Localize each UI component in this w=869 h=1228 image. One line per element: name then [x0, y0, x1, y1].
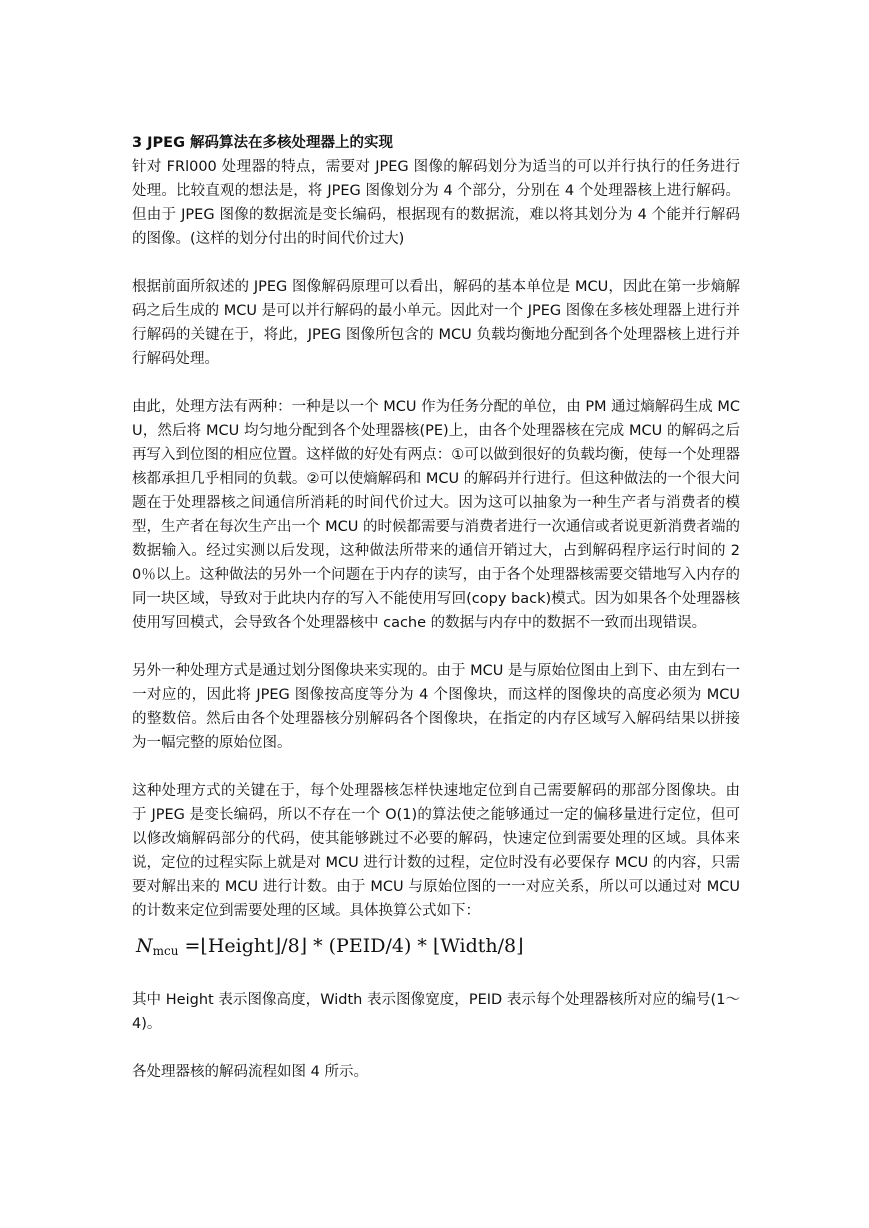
paragraph-6: 其中 Height 表示图像高度，Width 表示图像宽度，PEID 表示每个处理器核所对应的编号(1～4)。	[132, 992, 740, 1032]
paragraph-2: 根据前面所叙述的 JPEG 图像解码原理可以看出，解码的基本单位是 MCU，因此在第一步熵解码之后生成的 MCU 是可以并行解码的最小单元。因此对一个 JPEG 图像在多核处理器上进行并行解码的关键在于，将此，JPEG 图像所包含的 MCU 负载均衡地分配到各个处理器核上进行并行解码处理。	[132, 279, 740, 367]
formula-subscript: mcu	[152, 944, 179, 958]
section-heading: 3 JPEG 解码算法在多核处理器上的实现	[132, 135, 394, 151]
mcu-count-formula	[136, 931, 740, 966]
paragraph-1: 针对 FRl000 处理器的特点，需要对 JPEG 图像的解码划分为适当的可以并行执行的任务进行处理。比较直观的想法是，将 JPEG 图像划分为 4 个部分，分别在 4 个处理器核上进行解码。但由于 JPEG 图像的数据流是变长编码，根据现有的数据流，难以将其划分为 4 个能并行解码的图像。(这样的划分付出的时间代价过大)	[132, 159, 740, 247]
paragraph-5: 这种处理方式的关键在于，每个处理器核怎样快速地定位到自己需要解码的那部分图像块。由于 JPEG 是变长编码，所以不存在一个 O(1)的算法使之能够通过一定的偏移量进行定位，但可以修改熵解码部分的代码，使其能够跳过不必要的解码，快速定位到需要处理的区域。具体来说，定位的过程实际上就是对 MCU 进行计数的过程，定位时没有必要保存 MCU 的内容，只需要对解出来的 MCU 进行计数。由于 MCU 与原始位图的一一对应关系，所以可以通过对 MCU 的计数来定位到需要处理的区域。具体换算公式如下：	[132, 783, 740, 919]
paragraph-4: 另外一种处理方式是通过划分图像块来实现的。由于 MCU 是与原始位图由上到下、由左到右一一对应的，因此将 JPEG 图像按高度等分为 4 个图像块，而这样的图像块的高度必须为 MCU 的整数倍。然后由各个处理器核分别解码各个图像块，在指定的内存区域写入解码结果以拼接为一幅完整的原始位图。	[132, 663, 740, 751]
paragraph-7: 各处理器核的解码流程如图 4 所示。	[132, 1064, 368, 1080]
paragraph-3: 由此，处理方法有两种：一种是以一个 MCU 作为任务分配的单位，由 PM 通过熵解码生成 MCU，然后将 MCU 均匀地分配到各个处理器核(PE)上，由各个处理器核在完成 MCU 的解码之后再写入到位图的相应位置。这样做的好处有两点：①可以做到很好的负载均衡，使每一个处理器核都承担几乎相同的负载。②可以使熵解码和 MCU 的解码并行进行。但这种做法的一个很大问题在于处理器核之间通信所消耗的时间代价过大。因为这可以抽象为一种生产者与消费者的模型，生产者在每次生产出一个 MCU 的时候都需要与消费者进行一次通信或者说更新消费者端的数据输入。经过实测以后发现，这种做法所带来的通信开销过大，占到解码程序运行时间的 20％以上。这种做法的另外一个问题在于内存的读写，由于各个处理器核需要交错地写入内存的同一块区域，导致对于此块内存的写入不能使用写回(copy back)模式。因为如果各个处理器核使用写回模式，会导致各个处理器核中 cache 的数据与内存中的数据不一致而出现错误。	[132, 399, 740, 631]
formula-symbol: N	[136, 935, 153, 957]
document-page	[132, 131, 740, 1108]
formula-expression: =⌊Height⌋/8⌋ * (PEID/4) * ⌊Width/8⌋	[178, 935, 524, 957]
